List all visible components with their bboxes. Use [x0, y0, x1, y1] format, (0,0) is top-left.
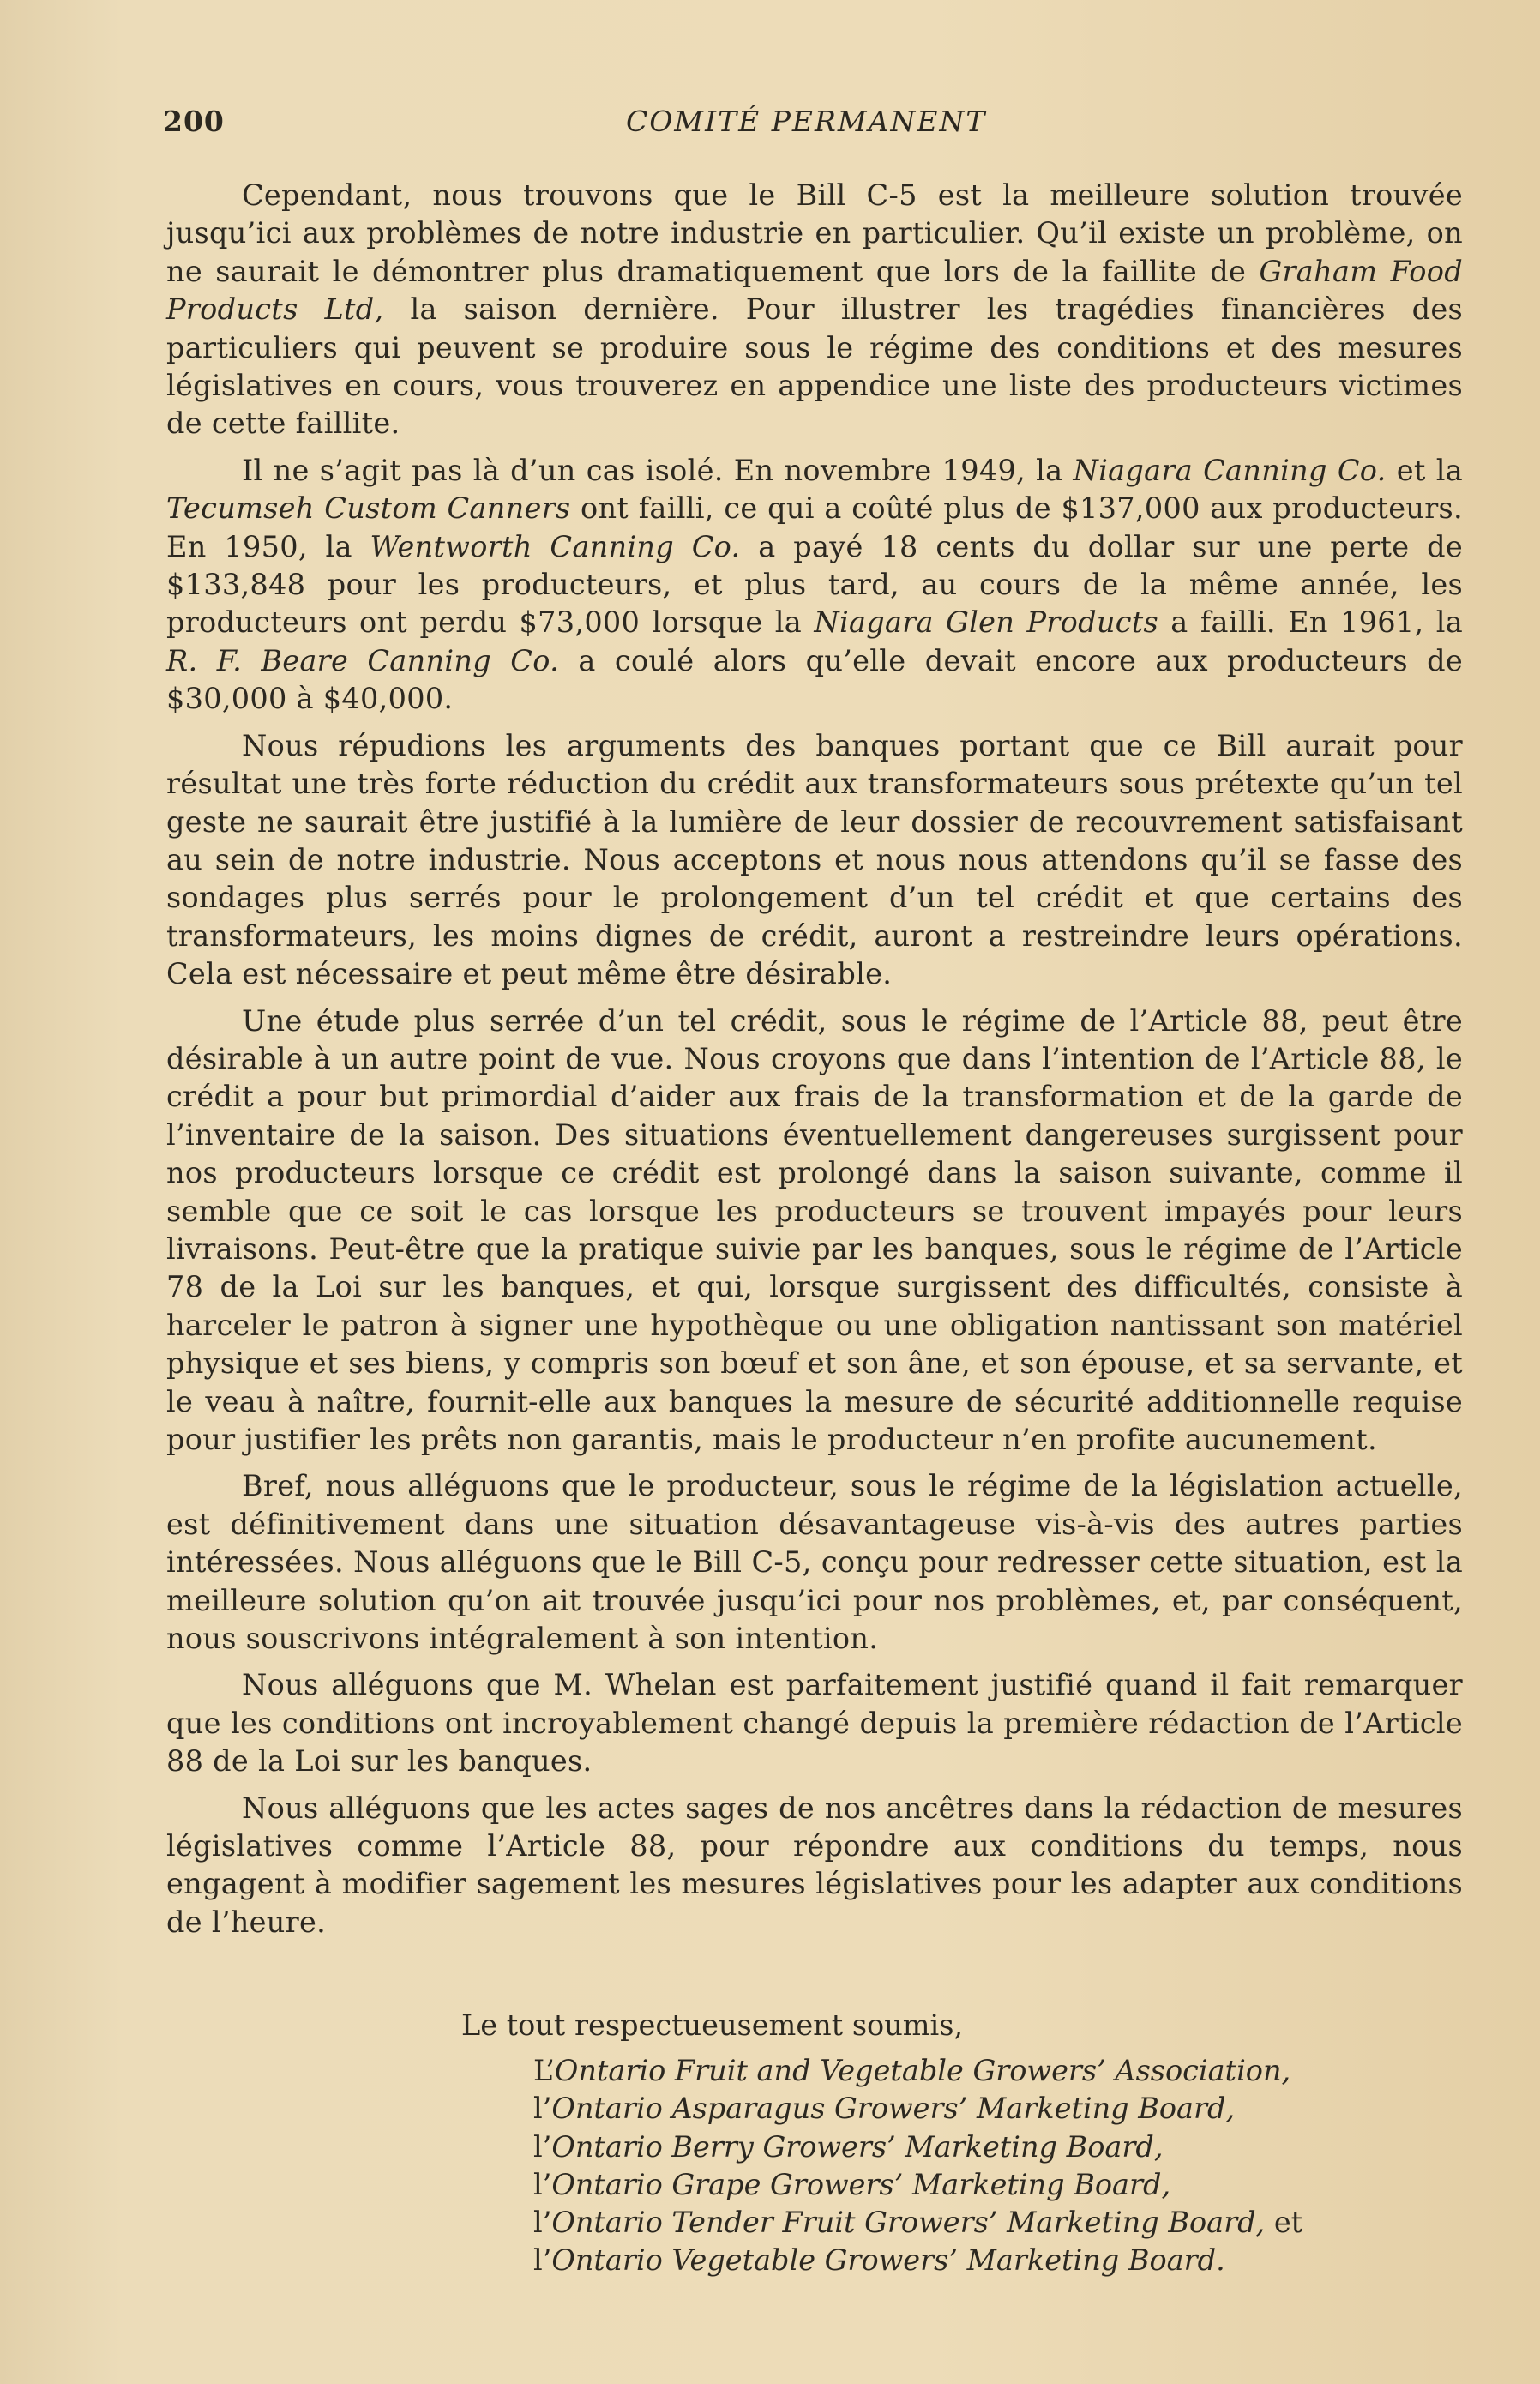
- paragraph: Bref, nous alléguons que le producteur, sous le régime de la législation actuelle, est définitivement dans une situation désavantageuse vis-à-vis des autres parties intéressées. Nous alléguons que le Bill C-5, conçu pour redresser cette situation, est la meilleure solution qu’on ait trouvée jusqu’ici pour nos problèmes, et, par conséquent, nous souscrivons intégralement à son intention.: [166, 1469, 1463, 1656]
- paragraph: Cependant, nous trouvons que le Bill C-5 est la meilleure solution trouvée jusqu’ici aux problèmes de notre industrie en particulier. Qu’il existe un problème, on ne saurait le démontrer plus dramatiquement que lors de la faillite de Graham Food Products Ltd, la saison dernière. Pour illustrer les tragédies financières des particuliers qui peuvent se produire sous le régime des conditions et des mesures législatives en cours, vous trouverez en appendice une liste des producteurs victimes de cette faillite.: [166, 178, 1464, 441]
- signatory-name: Ontario Berry Growers’ Marketing Board,: [551, 2129, 1164, 2164]
- signatory: l’Ontario Asparagus Growers’ Marketing Board,: [533, 2092, 1236, 2126]
- italic-name: Tecumseh Custom Canners: [166, 491, 571, 526]
- italic-name: Niagara Canning Co.: [1073, 453, 1387, 487]
- running-head: [163, 105, 1483, 156]
- body-text: [166, 177, 1463, 1950]
- signatory-name: Ontario Grape Growers’ Marketing Board,: [551, 2167, 1171, 2201]
- signatory-name: Ontario Asparagus Growers’ Marketing Board,: [551, 2092, 1236, 2126]
- signatory: l’Ontario Grape Growers’ Marketing Board,: [533, 2167, 1171, 2201]
- closing-line: Le tout respectueusement soumis,: [461, 2008, 964, 2042]
- paragraph: Nous alléguons que M. Whelan est parfaitement justifié quand il fait remarquer que les conditions ont incroyablement changé depuis la première rédaction de l’Article 88 de la Loi sur les banques.: [166, 1668, 1463, 1779]
- signatory-list: [533, 2052, 1519, 2280]
- paragraph: Nous alléguons que les actes sages de nos ancêtres dans la rédaction de mesures législatives comme l’Article 88, pour répondre aux conditions du temps, nous engagent à modifier sagement les mesures législatives pour les adapter aux conditions de l’heure.: [166, 1791, 1463, 1939]
- paragraph: Il ne s’agit pas là d’un cas isolé. En novembre 1949, la Niagara Canning Co. et la Tecumseh Custom Canners ont failli, ce qui a coûté plus de $137,000 aux producteurs. En 1950, la Wentworth Canning Co. a payé 18 cents du dollar sur une perte de $133,848 pour les producteurs, et plus tard, au cours de la même année, les producteurs ont perdu $73,000 lorsque la Niagara Glen Products a failli. En 1961, la R. F. Beare Canning Co. a coulé alors qu’elle devait encore aux producteurs de $30,000 à $40,000.: [166, 453, 1463, 716]
- italic-name: Niagara Glen Products: [814, 605, 1159, 640]
- signatory: l’Ontario Vegetable Growers’ Marketing Board.: [533, 2243, 1225, 2278]
- signatory: l’Ontario Berry Growers’ Marketing Board,: [533, 2129, 1164, 2164]
- page-number: 200: [163, 105, 225, 138]
- signatory-name: Ontario Fruit and Vegetable Growers’ Association,: [554, 2054, 1291, 2087]
- paragraph: Nous répudions les arguments des banques portant que ce Bill aurait pour résultat une très forte réduction du crédit aux transformateurs sous prétexte qu’un tel geste ne saurait être justifié à la lumière de leur dossier de recouvrement satisfaisant au sein de notre industrie. Nous acceptons et nous nous attendons qu’il se fasse des sondages plus serrés pour le prolongement d’un tel crédit et que certains des transformateurs, les moins dignes de crédit, auront a restreindre leurs opérations. Cela est nécessaire et peut même être désirable.: [166, 728, 1463, 991]
- signatory: L’Ontario Fruit and Vegetable Growers’ Association,: [533, 2054, 1291, 2087]
- page-header-title: COMITÉ PERMANENT: [626, 105, 987, 138]
- paragraph: Une étude plus serrée d’un tel crédit, sous le régime de l’Article 88, peut être désirable à un autre point de vue. Nous croyons que dans l’intention de l’Article 88, le crédit a pour but primordial d’aider aux frais de la transformation et de la garde de l’inventaire de la saison. Des situations éventuellement dangereuses surgissent pour nos producteurs lorsque ce crédit est prolongé dans la saison suivante, comme il semble que ce soit le cas lorsque les producteurs se trouvent impayés pour leurs livraisons. Peut-être que la pratique suivie par les banques, sous le régime de l’Article 78 de la Loi sur les banques, et qui, lorsque surgissent des difficultés, consiste à harceler le patron à signer une hypothèque ou une obligation nantissant son matériel physique et ses biens, y compris son bœuf et son âne, et son épouse, et sa servante, et le veau à naître, fournit-elle aux banques la mesure de sécurité additionnelle requise pour justifier les prêts non garantis, mais le producteur n’en profite aucunement.: [166, 1003, 1463, 1456]
- italic-name: R. F. Beare Canning Co.: [166, 643, 560, 677]
- signatory-name: Ontario Vegetable Growers’ Marketing Board.: [551, 2243, 1225, 2278]
- signatory: l’Ontario Tender Fruit Growers’ Marketing Board, et: [533, 2206, 1303, 2240]
- italic-name: Wentworth Canning Co.: [370, 529, 741, 563]
- signatory-name: Ontario Tender Fruit Growers’ Marketing Board,: [551, 2206, 1266, 2240]
- italic-name: Graham Food Products Ltd,: [166, 254, 1463, 327]
